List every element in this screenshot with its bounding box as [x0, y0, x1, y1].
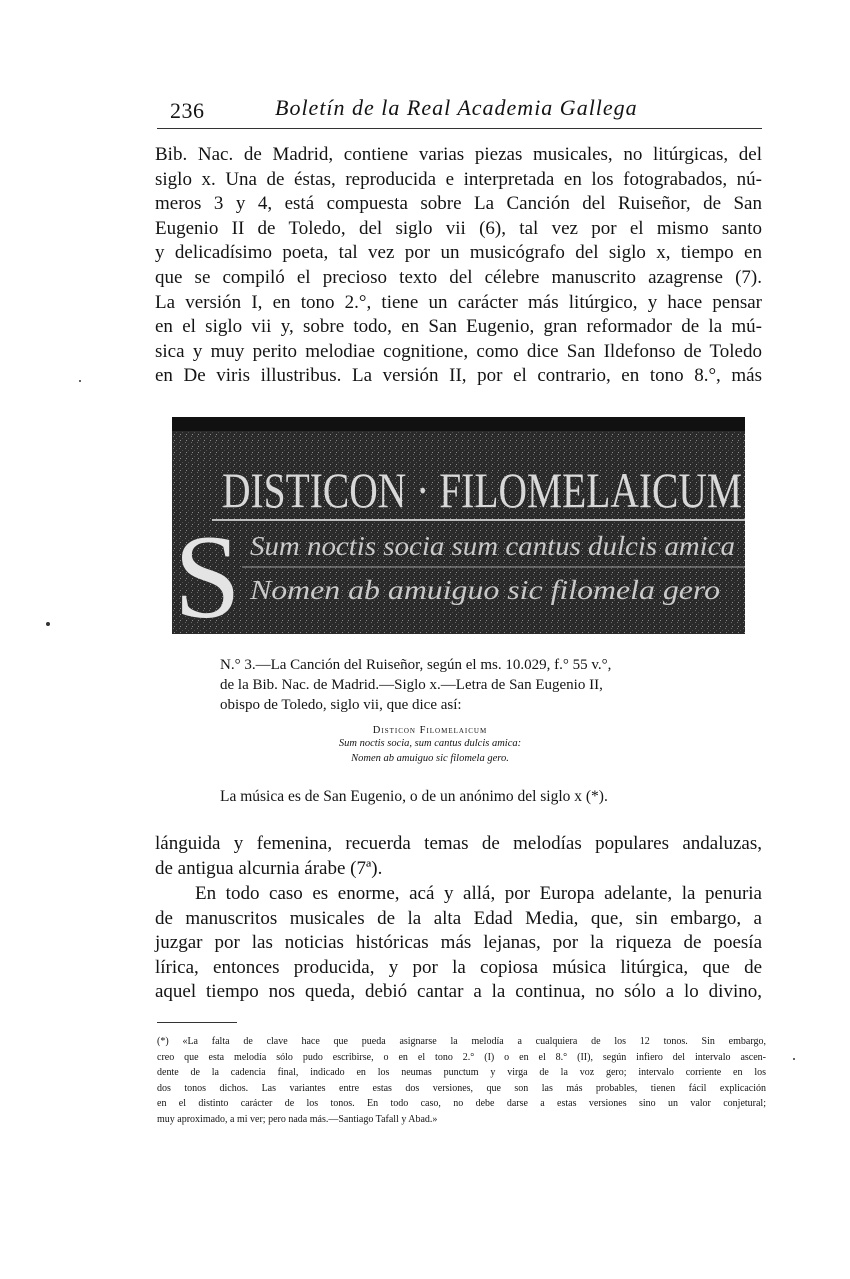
text-line: en De viris illustribus. La versión II, por el contrario, en tono 8.°, más — [155, 365, 762, 387]
text-line: en el siglo vii y, sobre todo, en San Eugenio, gran reformador de la mú- — [155, 316, 762, 338]
distich-title: Disticon Filomelaicum — [372, 725, 488, 736]
scan-speck — [46, 622, 50, 626]
figure-caption — [220, 655, 700, 715]
running-header — [157, 92, 762, 132]
paragraph-continuation — [155, 832, 762, 881]
scan-speck — [79, 380, 81, 382]
text-line: Eugenio II de Toledo, del siglo vii (6), tal vez por el mismo santo — [155, 217, 762, 239]
text-line: Bib. Nac. de Madrid, contiene varias piezas musicales, no litúrgicas, del — [155, 144, 762, 165]
text-line: sica y muy perito melodiae cognitione, como dice San Ildefonso de Toledo — [155, 340, 762, 362]
text-line: de manuscritos musicales de la alta Edad Media, que, sin embargo, a — [155, 907, 762, 929]
distich-transcription — [220, 725, 640, 766]
distich-verse: Sum noctis socia, sum cantus dulcis amica: — [338, 738, 522, 749]
footnote-line: creo que esta melodía sólo pudo escribirse, o en el tono 2.° (I) o en el 8.° (II), según infiero del intervalo ascen- — [157, 1051, 766, 1063]
caption-line: N.° 3.—La Canción del Ruiseñor, según el ms. 10.029, f.° 55 v.°, — [220, 657, 612, 673]
text-line: de antigua alcurnia árabe (7ª). — [155, 857, 383, 879]
scan-speck — [793, 1058, 795, 1060]
text-line: En todo caso es enorme, acá y allá, por Europa adelante, la penuria — [195, 883, 762, 904]
footnote-line: dente de la cadencia final, indicado en los neumas punctum y virga de la voz gero; intervalo corriente en los — [157, 1067, 766, 1079]
music-attribution: La música es de San Eugenio, o de un anónimo del siglo x (*). — [220, 788, 608, 805]
text-line: juzgar por las noticias históricas más lejanas, por la riqueza de poesía — [155, 932, 762, 954]
header-rule — [157, 128, 762, 129]
footnote — [157, 1034, 766, 1128]
text-line: meros 3 y 4, está compuesta sobre La Canción del Ruiseñor, de San — [155, 193, 762, 215]
caption-line: de la Bib. Nac. de Madrid.—Siglo x.—Letra de San Eugenio II, — [220, 677, 603, 693]
paragraph-penuria — [155, 882, 762, 1005]
paragraph-top — [155, 143, 762, 389]
text-line: siglo x. Una de éstas, reproducida e interpretada en los fotograbados, nú- — [155, 168, 762, 190]
footnote-rule — [157, 1022, 237, 1023]
text-line: lírica, entonces producida, y por la copiosa música litúrgica, que de — [155, 956, 762, 978]
manuscript-verse-1: Sum noctis socia sum cantus dulcis amica — [250, 531, 735, 561]
text-line: lánguida y femenina, recuerda temas de melodías populares andaluzas, — [155, 833, 762, 854]
text-line: y delicadísimo poeta, tal vez por un musicógrafo del siglo x, tiempo en — [155, 242, 762, 264]
manuscript-initial: S — [174, 510, 241, 643]
footnote-line: (*) «La falta de clave hace que pueda asignarse la melodía a cualquiera de los 12 tonos. Sin embargo, — [157, 1036, 766, 1047]
footnote-line: dos tonos dichos. Las variantes entre estas dos versiones, que son las más probables, tienen fácil explicación — [157, 1082, 766, 1094]
manuscript-verse-2: Nomen ab amuiguo sic filomela gero — [248, 575, 720, 605]
text-line: aquel tiempo nos queda, debió cantar a la continua, no sólo a lo divino, — [155, 981, 762, 1003]
distich-verse: Nomen ab amuiguo sic filomela gero. — [351, 753, 509, 764]
manuscript-heading: DISTICON · FILOMELAICUM — [222, 462, 742, 518]
manuscript-photograph — [172, 417, 745, 643]
caption-line: obispo de Toledo, siglo vii, que dice así: — [220, 697, 462, 713]
text-line: La versión I, en tono 2.°, tiene un carácter más litúrgico, y hace pensar — [155, 291, 762, 313]
text-line: que se compiló el precioso texto del célebre manuscrito azagrense (7). — [155, 266, 762, 288]
page-number: 236 — [170, 98, 205, 123]
running-title: Boletín de la Real Academia Gallega — [275, 95, 638, 120]
footnote-line: muy aproximado, a mi ver; pero nada más.—Santiago Tafall y Abad.» — [157, 1113, 438, 1125]
footnote-line: en el distinto carácter de los tonos. En todo caso, no debe darse a estas versiones sino un valor conjetural; — [157, 1098, 766, 1110]
